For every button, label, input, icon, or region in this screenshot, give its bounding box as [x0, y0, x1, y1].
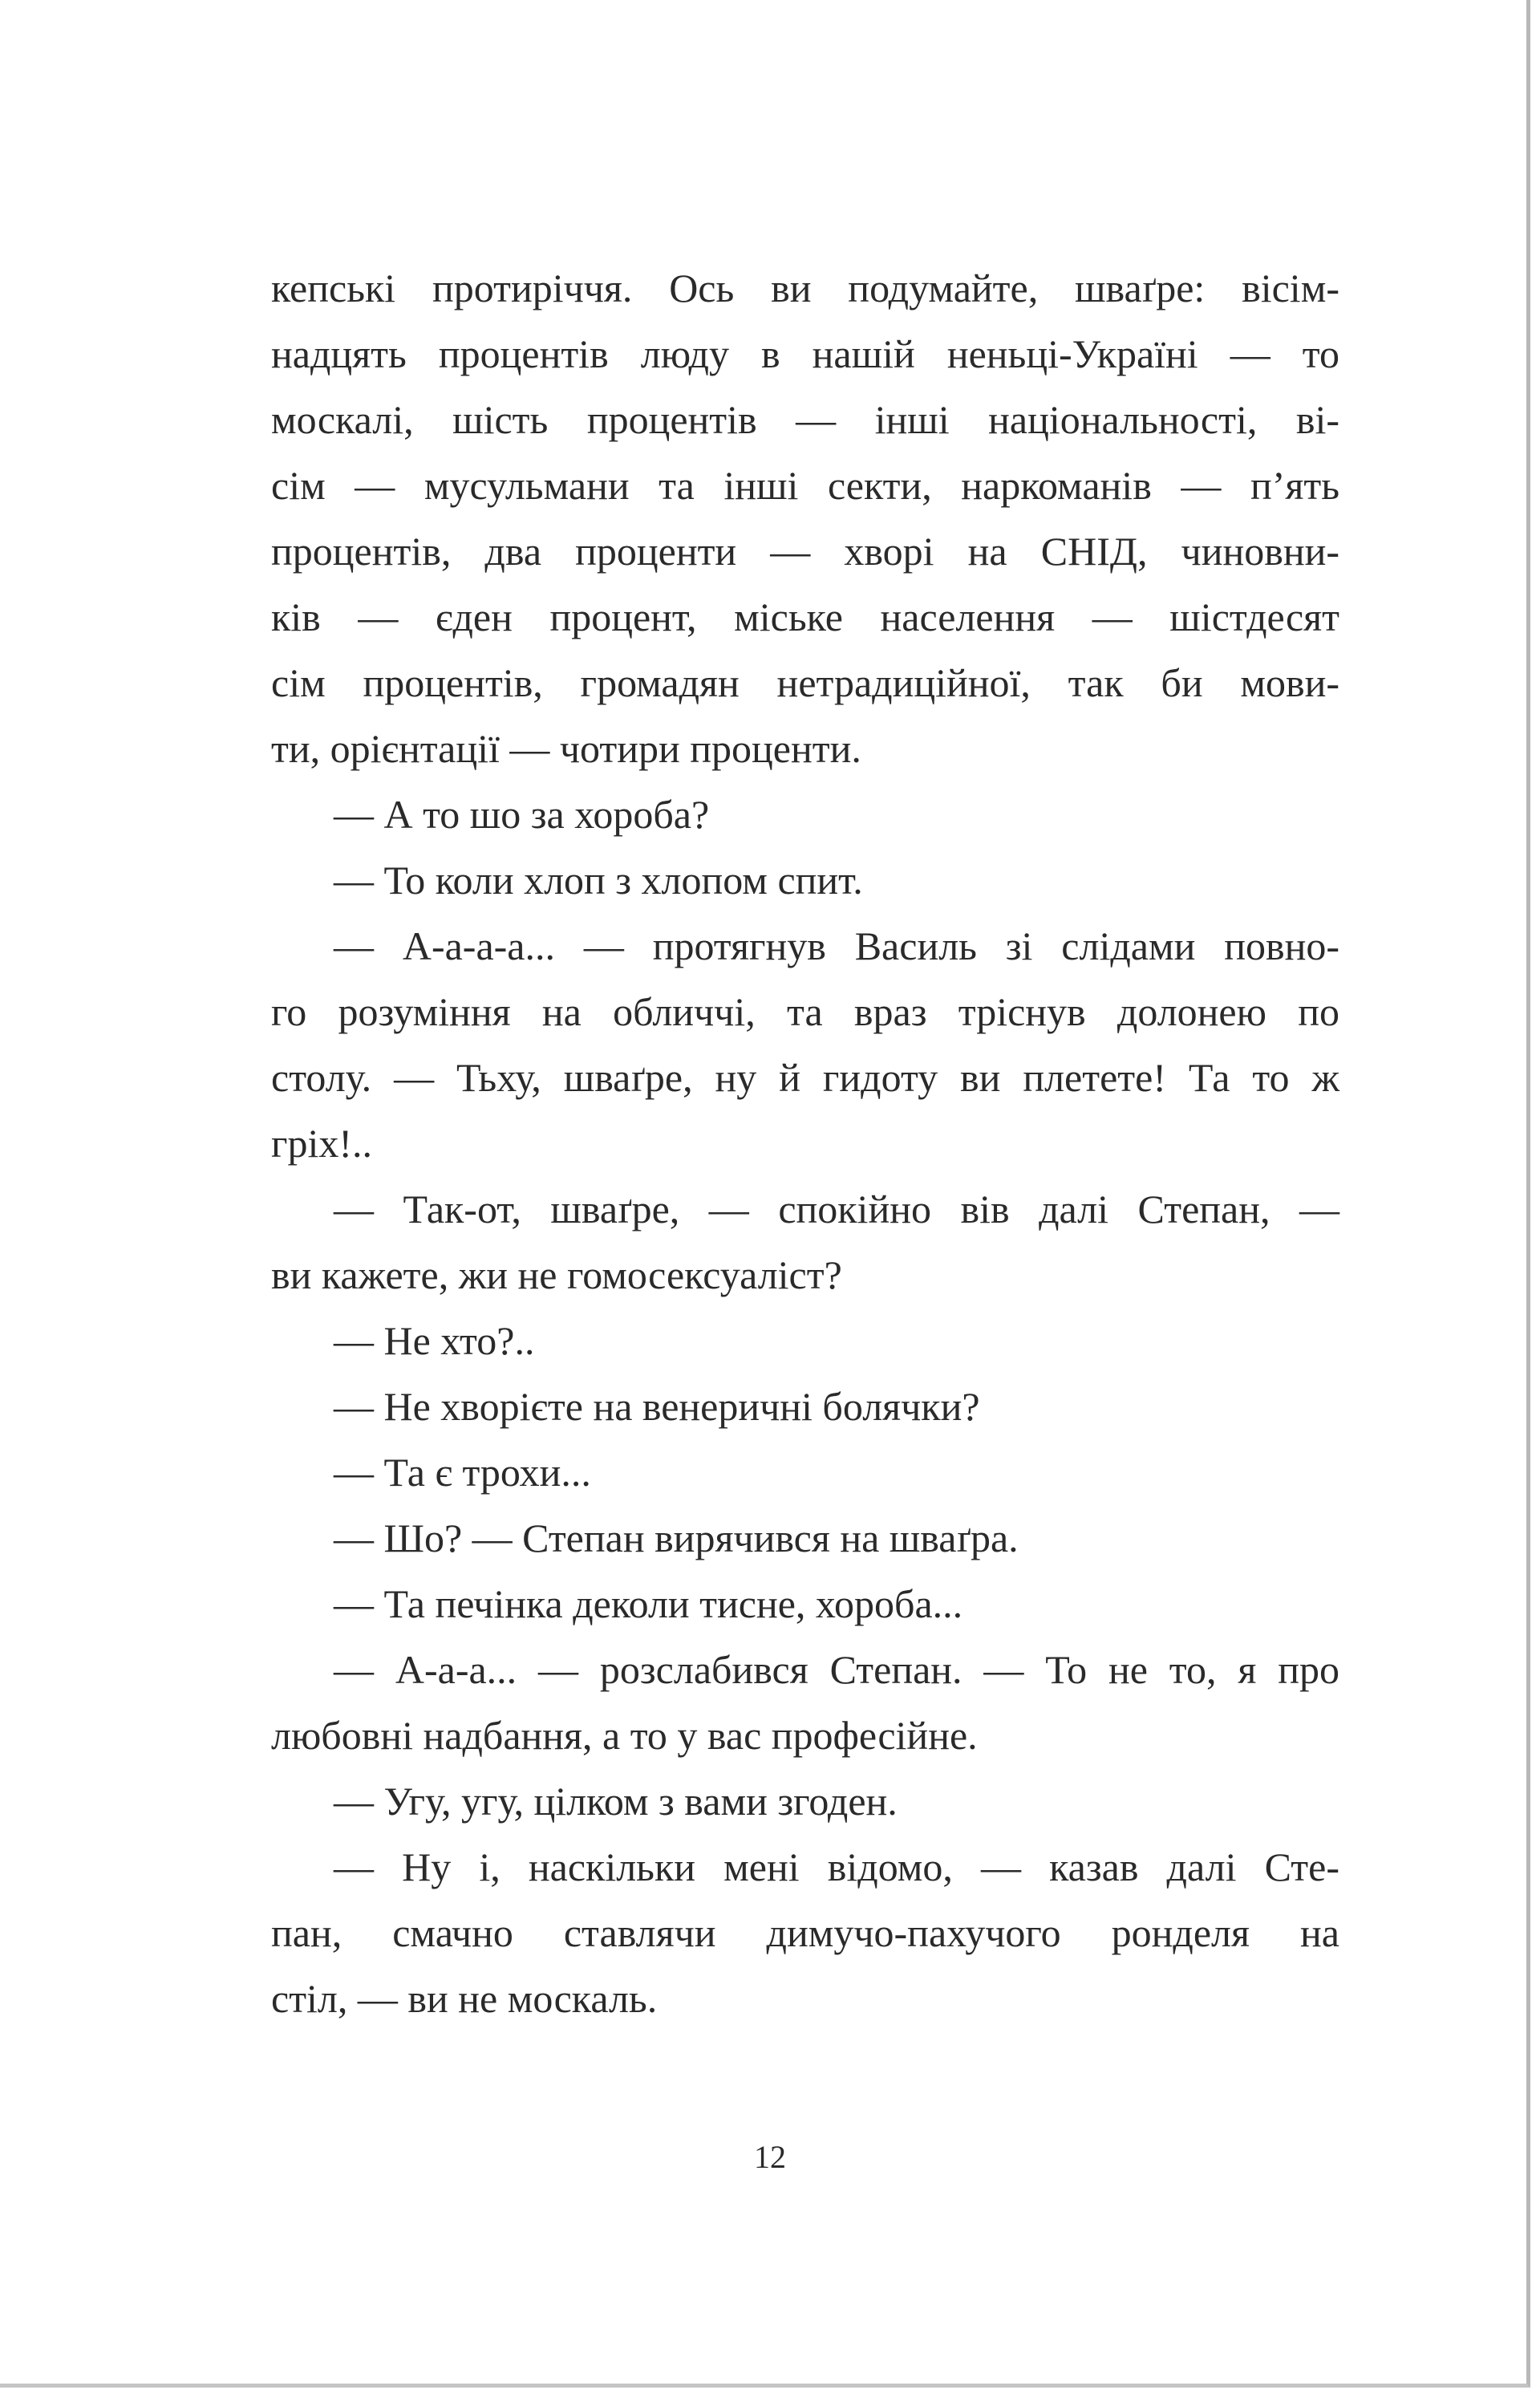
- text-line: — Та є трохи...: [334, 1450, 591, 1495]
- text-line: — Шо? — Степан вирячився на шваґра.: [334, 1516, 1019, 1560]
- text-line: — Та печінка деколи тисне, хороба...: [334, 1581, 963, 1626]
- text-line: — Ну і, наскільки мені відомо, — казав далі Сте-: [334, 1844, 1339, 1889]
- text-line: москалі, шість процентів — інші національності, ві-: [271, 397, 1339, 442]
- text-line: ків — єден процент, міське населення — шістдесят: [271, 594, 1339, 639]
- text-line: столу. — Тьху, шваґре, ну й гидоту ви плетете! Та то ж: [271, 1055, 1339, 1100]
- text-line: сім — мусульмани та інші секти, наркоманів — п’ять: [271, 463, 1339, 508]
- text-line: надцять процентів люду в нашій неньці-Україні — то: [271, 331, 1339, 376]
- text-line: — Так-от, шваґре, — спокійно вів далі Степан, —: [334, 1187, 1339, 1231]
- text-line: процентів, два проценти — хворі на СНІД, чиновни-: [271, 529, 1339, 574]
- text-line: — Угу, угу, цілком з вами згоден.: [334, 1779, 898, 1824]
- text-line: сім процентів, громадян нетрадиційної, так би мови-: [271, 660, 1339, 705]
- text-line: — Не хворієте на венеричні болячки?: [334, 1384, 980, 1429]
- text-line: — Не хто?..: [334, 1318, 535, 1363]
- text-line: — То коли хлоп з хлопом спит.: [334, 858, 863, 903]
- text-line: пан, смачно ставлячи димучо-пахучого ронделя на: [271, 1910, 1339, 1955]
- text-line: ви кажете, жи не гомосексуаліст?: [271, 1252, 842, 1297]
- page-number: 12: [754, 2139, 786, 2175]
- text-line: — А-а-а... — розслабився Степан. — То не то, я про: [334, 1647, 1339, 1692]
- text-line: любовні надбання, а то у вас професійне.: [271, 1713, 978, 1758]
- text-line: кепські протиріччя. Ось ви подумайте, шваґре: вісім-: [271, 266, 1339, 310]
- text-line: го розуміння на обличчі, та враз тріснув долонею по: [271, 989, 1339, 1034]
- text-line: ти, орієнтації — чотири проценти.: [271, 726, 861, 771]
- text-line: стіл, — ви не москаль.: [271, 1976, 658, 2021]
- body-text: [271, 255, 1339, 2031]
- text-line: — А-а-а-а... — протягнув Василь зі слідами повно-: [334, 923, 1339, 968]
- text-line: гріх!..: [271, 1121, 373, 1166]
- text-line: — А то шо за хороба?: [334, 792, 710, 837]
